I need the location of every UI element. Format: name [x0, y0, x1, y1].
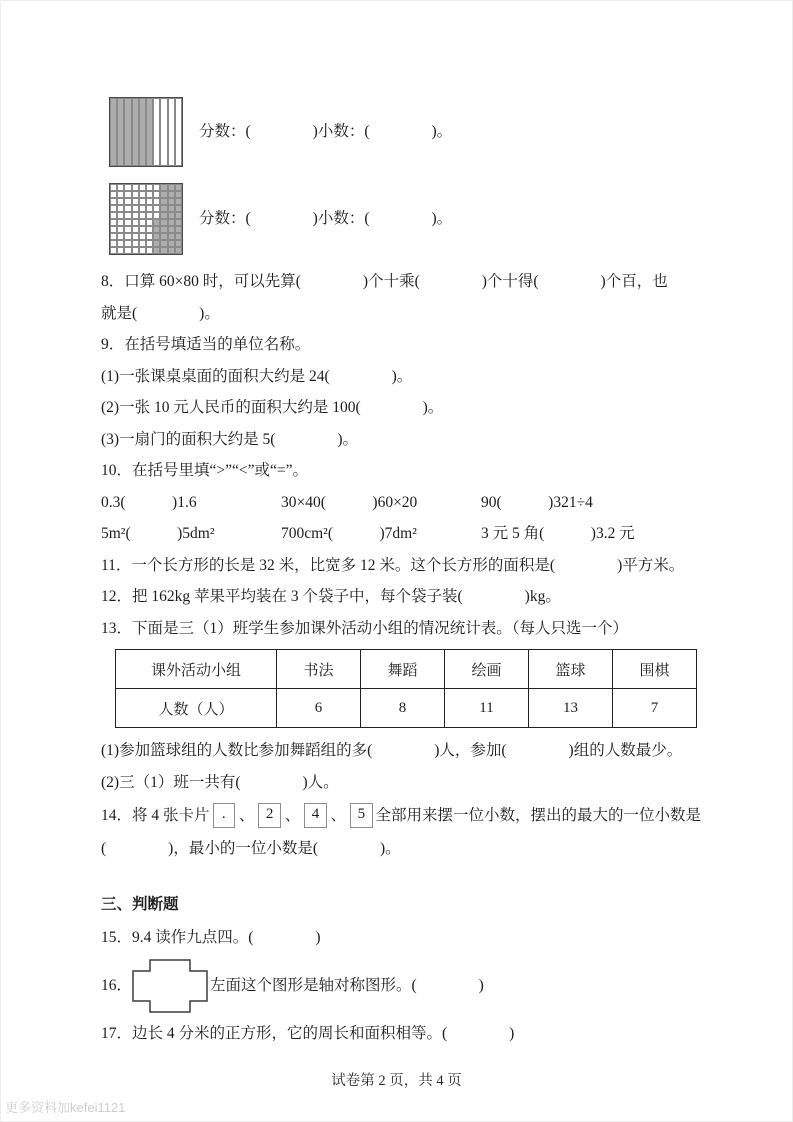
- grid-cell: [175, 191, 182, 198]
- grid-cell: [146, 240, 153, 247]
- grid-cell: [153, 212, 160, 219]
- grid-cell: [153, 184, 160, 191]
- card-separator: 、: [330, 806, 347, 824]
- grid-cell: [139, 219, 146, 226]
- grid-cell: [132, 247, 139, 254]
- grid-cell: [160, 233, 167, 240]
- grid-cell: [124, 212, 131, 219]
- question-17: 17．边长 4 分米的正方形，它的周长和面积相等。( ): [101, 1024, 515, 1042]
- question-13-item-2: (2)三（1）班一共有( )人。: [101, 773, 339, 791]
- grid-cell: [160, 226, 167, 233]
- grid-strip: [139, 98, 146, 166]
- section-3-title: 三、判断题: [101, 895, 179, 913]
- grid-cell: [146, 247, 153, 254]
- grid-cell: [132, 198, 139, 205]
- grid-strip: [153, 98, 160, 166]
- cross-shape-outline: [133, 960, 207, 1012]
- table-row-label: 人数（人）: [116, 689, 277, 728]
- page-footer: 试卷第 2 页，共 4 页: [331, 1073, 462, 1089]
- grid-cell: [153, 191, 160, 198]
- grid-cell: [132, 212, 139, 219]
- table-cell: 6: [277, 689, 361, 728]
- question-10-row-1: [101, 492, 701, 514]
- grid-cell: [160, 219, 167, 226]
- question-9-item-2: (2)一张 10 元人民币的面积大约是 100( )。: [101, 399, 444, 416]
- grid-cell: [117, 226, 124, 233]
- grid-cell: [117, 212, 124, 219]
- question-10-title: 10．在括号里填“>”“<”或“=”。: [101, 462, 309, 479]
- question-13-title: 13．下面是三（1）班学生参加课外活动小组的情况统计表。（每人只选一个）: [101, 619, 629, 637]
- grid-cell: [132, 191, 139, 198]
- grid-cell: [160, 198, 167, 205]
- grid-cell: [168, 212, 175, 219]
- grid-cell: [168, 233, 175, 240]
- grid-cell: [124, 205, 131, 212]
- grid-cell: [110, 184, 117, 191]
- activity-stats-table: [115, 649, 697, 728]
- figure-row-hundredths: [109, 183, 701, 255]
- question-9-item-1: (1)一张课桌桌面的面积大约是 24( )。: [101, 367, 413, 385]
- grid-cell: [146, 212, 153, 219]
- grid-cell: [124, 184, 131, 191]
- grid-strip: [168, 98, 175, 166]
- card-decimal-point: .: [213, 803, 235, 828]
- table-header-cell: 舞蹈: [361, 650, 445, 689]
- grid-cell: [139, 212, 146, 219]
- figure-tenths-label: 分数：( )小数：( )。: [199, 123, 453, 141]
- grid-strip: [175, 98, 182, 166]
- grid-cell: [153, 205, 160, 212]
- grid-cell: [124, 198, 131, 205]
- comparison-item: 5m²( )5dm²: [101, 525, 215, 542]
- grid-cell: [168, 247, 175, 254]
- question-9-title: 9．在括号填适当的单位名称。: [101, 336, 311, 353]
- table-header-row: [116, 650, 697, 689]
- grid-cell: [132, 233, 139, 240]
- grid-cell: [110, 247, 117, 254]
- grid-cell: [168, 184, 175, 191]
- grid-cell: [117, 191, 124, 198]
- figure-hundredths-label: 分数：( )小数：( )。: [199, 210, 453, 228]
- grid-cell: [110, 219, 117, 226]
- grid-cell: [139, 198, 146, 205]
- grid-cell: [139, 226, 146, 233]
- grid-cell: [146, 219, 153, 226]
- grid-strip: [146, 98, 153, 166]
- table-header-cell: 绘画: [445, 650, 529, 689]
- comparison-item: 700cm²( )7dm²: [281, 525, 417, 542]
- grid-cell: [146, 205, 153, 212]
- comparison-item: 0.3( )1.6: [101, 493, 197, 511]
- question-13-item-1: (1)参加篮球组的人数比参加舞蹈组的多( )人，参加( )组的人数最少。: [101, 742, 683, 759]
- grid-cell: [139, 205, 146, 212]
- question-15: 15．9.4 读作九点四。( ): [101, 929, 321, 946]
- watermark: 更多资料加kefei1121: [5, 1100, 126, 1115]
- grid-cell: [139, 184, 146, 191]
- table-cell: 7: [613, 689, 697, 728]
- page-content: [101, 97, 701, 1054]
- tenths-grid-figure: [109, 97, 183, 167]
- grid-cell: [110, 191, 117, 198]
- question-16: [101, 959, 701, 1013]
- grid-cell: [175, 219, 182, 226]
- grid-cell: [132, 226, 139, 233]
- grid-strip: [124, 98, 131, 166]
- card-4: 4: [304, 803, 326, 828]
- grid-cell: [110, 240, 117, 247]
- table-header-cell: 篮球: [529, 650, 613, 689]
- cross-shape-figure: [132, 959, 208, 1013]
- grid-cell: [110, 226, 117, 233]
- grid-strip: [117, 98, 124, 166]
- question-10-row-2: [101, 523, 701, 545]
- question-8-line-1: 8．口算 60×80 时，可以先算( )个十乘( )个十得( )个百，也: [101, 273, 668, 290]
- grid-cell: [117, 247, 124, 254]
- grid-cell: [139, 191, 146, 198]
- grid-cell: [153, 226, 160, 233]
- question-9-item-3: (3)一扇门的面积大约是 5( )。: [101, 430, 359, 448]
- table-cell: 13: [529, 689, 613, 728]
- question-16-text: 左面这个图形是轴对称图形。( ): [210, 976, 484, 994]
- grid-cell: [175, 233, 182, 240]
- grid-strip: [110, 98, 117, 166]
- grid-cell: [160, 212, 167, 219]
- question-16-number: 16．: [101, 976, 133, 994]
- grid-cell: [175, 184, 182, 191]
- grid-strip: [160, 98, 167, 166]
- grid-cell: [146, 191, 153, 198]
- grid-cell: [153, 233, 160, 240]
- grid-cell: [153, 219, 160, 226]
- grid-cell: [168, 205, 175, 212]
- grid-cell: [139, 233, 146, 240]
- question-14-line-2: ( )，最小的一位小数是( )。: [101, 840, 401, 857]
- figure-row-tenths: [109, 97, 701, 167]
- grid-cell: [132, 184, 139, 191]
- table-header-cell: 围棋: [613, 650, 697, 689]
- grid-cell: [110, 212, 117, 219]
- question-14-line-1: [101, 803, 701, 828]
- table-cell: 8: [361, 689, 445, 728]
- question-11: 11．一个长方形的长是 32 米，比宽多 12 米。这个长方形的面积是( )平方米。: [101, 556, 685, 574]
- grid-cell: [117, 198, 124, 205]
- grid-cell: [175, 205, 182, 212]
- grid-cell: [153, 240, 160, 247]
- grid-cell: [132, 219, 139, 226]
- comparison-item: 3 元 5 角( )3.2 元: [481, 525, 635, 542]
- question-14-suffix: 全部用来摆一位小数，摆出的最大的一位小数是: [375, 806, 702, 824]
- grid-cell: [132, 240, 139, 247]
- grid-cell: [124, 233, 131, 240]
- comparison-item: 90( )321÷4: [481, 493, 593, 511]
- grid-cell: [124, 240, 131, 247]
- table-cell: 11: [445, 689, 529, 728]
- grid-cell: [168, 191, 175, 198]
- table-data-row: [116, 689, 697, 728]
- grid-cell: [146, 226, 153, 233]
- question-12: 12．把 162kg 苹果平均装在 3 个袋子中，每个袋子装( )kg。: [101, 588, 561, 605]
- grid-cell: [168, 198, 175, 205]
- grid-cell: [160, 205, 167, 212]
- grid-cell: [117, 240, 124, 247]
- grid-cell: [168, 219, 175, 226]
- grid-cell: [146, 198, 153, 205]
- grid-cell: [168, 240, 175, 247]
- table-header-cell: 课外活动小组: [116, 650, 277, 689]
- table-header-cell: 书法: [277, 650, 361, 689]
- grid-cell: [124, 247, 131, 254]
- card-2: 2: [258, 803, 280, 828]
- grid-cell: [160, 240, 167, 247]
- grid-cell: [153, 198, 160, 205]
- grid-cell: [175, 226, 182, 233]
- grid-cell: [175, 240, 182, 247]
- grid-cell: [153, 247, 160, 254]
- grid-cell: [117, 219, 124, 226]
- grid-cell: [110, 205, 117, 212]
- question-14-prefix: 14．将 4 张卡片: [101, 806, 210, 824]
- grid-cell: [117, 205, 124, 212]
- grid-cell: [124, 191, 131, 198]
- grid-cell: [132, 205, 139, 212]
- grid-strip: [132, 98, 139, 166]
- grid-cell: [146, 233, 153, 240]
- grid-cell: [160, 184, 167, 191]
- hundredths-grid-figure: [109, 183, 183, 255]
- grid-cell: [117, 184, 124, 191]
- grid-cell: [168, 226, 175, 233]
- grid-cell: [124, 226, 131, 233]
- card-separator: 、: [238, 806, 255, 824]
- grid-cell: [117, 233, 124, 240]
- question-8-line-2: 就是( )。: [101, 304, 220, 322]
- grid-cell: [139, 240, 146, 247]
- grid-cell: [175, 212, 182, 219]
- grid-cell: [124, 219, 131, 226]
- card-5: 5: [350, 803, 372, 828]
- grid-cell: [110, 233, 117, 240]
- grid-cell: [175, 198, 182, 205]
- grid-cell: [146, 184, 153, 191]
- grid-cell: [110, 198, 117, 205]
- grid-cell: [160, 247, 167, 254]
- comparison-item: 30×40( )60×20: [281, 493, 418, 511]
- card-separator: 、: [284, 806, 301, 824]
- grid-cell: [175, 247, 182, 254]
- grid-cell: [139, 247, 146, 254]
- grid-cell: [160, 191, 167, 198]
